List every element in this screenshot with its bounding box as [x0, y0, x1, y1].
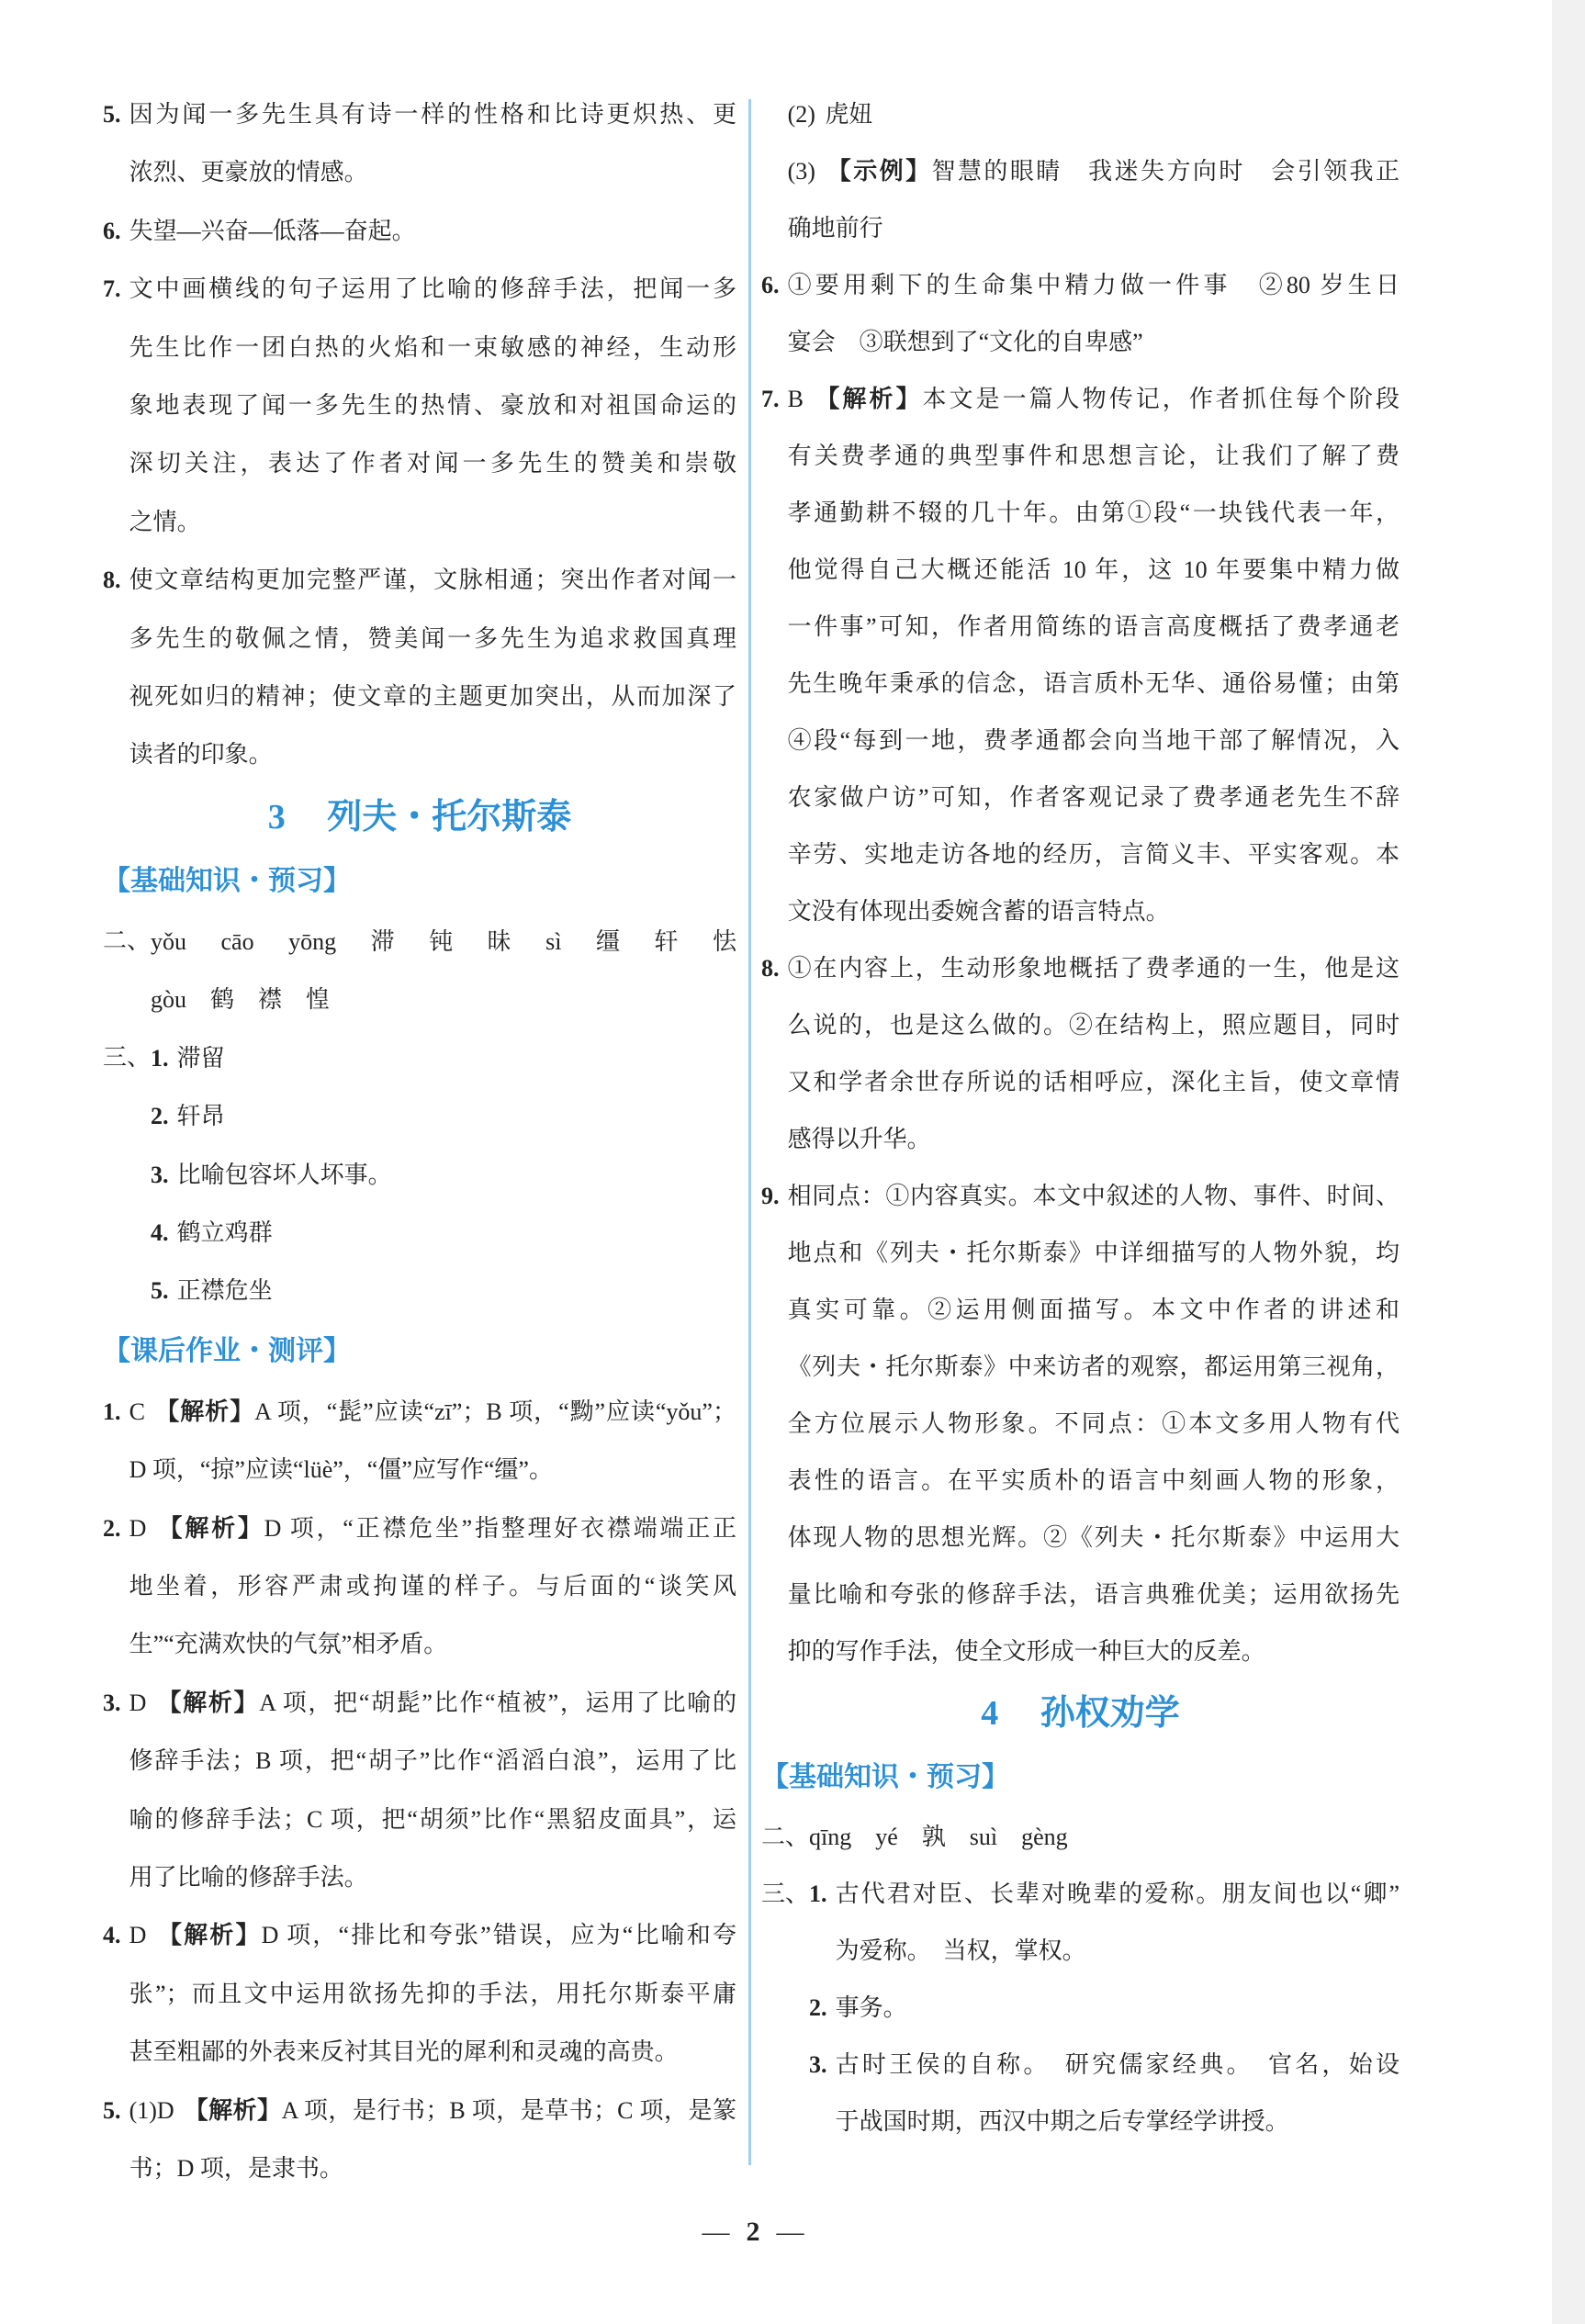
answer-group: [103, 1029, 736, 1320]
answer-number: 2.: [151, 1103, 169, 1130]
answer-text: 事务。: [835, 1994, 907, 2021]
answer-text: qīng yé 孰 suì gèng: [809, 1824, 1068, 1850]
answer-text: 孝通勤耕不辍的几十年。由第①段“一块钱代表一年，: [787, 500, 1400, 526]
answer-line: [129, 493, 736, 551]
answer-body: [151, 913, 736, 1029]
answer-number: 二、: [761, 1824, 810, 1851]
answer-body: [177, 1204, 736, 1262]
answer-text: yǒu cāo yōng 滞 钝 昧 sì 缰 轩 怯: [151, 927, 736, 955]
answer-number: 1.: [103, 1398, 121, 1425]
answer-text: 文中画横线的句子运用了比喻的修辞手法，把闻一多: [129, 275, 736, 303]
answer-body: [788, 143, 1400, 257]
answer-text: 有关费孝通的典型事件和思想言论，让我们了解了费: [787, 443, 1400, 469]
answer-line: [788, 1453, 1400, 1510]
answer-text: 深切关注，表达了作者对闻一多先生的赞美和崇敬: [129, 450, 736, 477]
answer-line: [788, 371, 1400, 428]
answer-body: [177, 1146, 736, 1204]
answer-line: [788, 997, 1400, 1054]
answer-body: [788, 257, 1400, 371]
answer-item: [103, 260, 736, 551]
answer-body: [129, 2082, 736, 2198]
answer-text: 使文章结构更加完整严谨，文脉相通；突出作者对闻一: [129, 567, 736, 594]
answer-choice: D: [129, 1514, 147, 1542]
answer-line: [177, 1087, 736, 1145]
answer-body: [836, 1866, 1400, 1980]
answer-text: 古代君对臣、长辈对晚辈的爱称。朋友间也以“卿”: [835, 1881, 1400, 1907]
answer-line: [129, 1732, 736, 1790]
answer-line: [788, 883, 1400, 940]
answer-text: 生”“充满欢快的气氛”相矛盾。: [129, 1631, 448, 1658]
answer-number: 6.: [103, 217, 121, 244]
answer-line: [836, 1866, 1400, 1923]
answer-number: 9.: [761, 1183, 780, 1209]
answer-choice: (1)D: [129, 2096, 174, 2124]
answer-line: [788, 599, 1400, 656]
answer-line: [177, 1262, 736, 1319]
answer-body: [129, 85, 736, 202]
answer-body: [788, 86, 1400, 143]
answer-number: 2.: [809, 1994, 827, 2021]
answer-line: [177, 1146, 736, 1204]
answer-text: 先生比作一团白热的火焰和一束敏感的神经，生动形: [129, 333, 736, 361]
answer-item: [151, 1087, 736, 1145]
answer-line: [129, 1906, 736, 1964]
answer-body: [129, 260, 736, 551]
answer-body: [788, 1168, 1400, 1680]
section-heading: 【基础知识・预习】: [103, 864, 351, 897]
answer-text: 抑的写作手法，使全文形成一种巨大的反差。: [787, 1638, 1265, 1665]
column-divider: [748, 99, 751, 2165]
answer-number: 5.: [151, 1277, 169, 1305]
group-number: 三、: [103, 1043, 152, 1072]
answer-line: [788, 769, 1400, 826]
answer-number: 二、: [103, 926, 152, 955]
answer-line: [129, 1674, 736, 1732]
answer-text: A 项，是行书；B 项，是草书；C 项，是篆: [281, 2096, 736, 2124]
answer-item: [761, 1809, 1400, 1866]
answer-text: 么说的，也是这么做的。②在结构上，照应题目，同时: [787, 1012, 1400, 1039]
answer-choice: (2): [787, 101, 815, 128]
lesson-title: [761, 1680, 1400, 1746]
answer-text: 浓烈、更豪放的情感。: [129, 159, 368, 186]
answer-number: 1.: [809, 1881, 827, 1907]
answer-text: 古时王侯的自称。 研究儒家经典。 官名，始设: [835, 2051, 1400, 2078]
answer-line: [788, 1396, 1400, 1453]
answer-line: [788, 1339, 1400, 1396]
analysis-tag: 【示例】: [825, 158, 932, 185]
answer-text: 象地表现了闻一多先生的热情、豪放和对祖国命运的: [129, 392, 736, 420]
lesson-title: [103, 784, 736, 850]
answer-line: [129, 1557, 736, 1615]
answer-text: 他觉得自己大概还能活 10 年，这 10 年要集中精力做: [787, 556, 1400, 583]
lesson-number: 4: [981, 1694, 999, 1733]
answer-number: 3.: [809, 2051, 827, 2078]
answer-line: [788, 1623, 1400, 1680]
answer-line: [836, 2094, 1400, 2150]
answer-text: 《列夫・托尔斯泰》中来访者的观察，都运用第三视角，: [787, 1353, 1400, 1380]
answer-body: [177, 1029, 736, 1087]
answer-line: [129, 434, 736, 492]
answer-line: [836, 2037, 1400, 2094]
answer-item: [103, 85, 736, 202]
left-column: [103, 85, 736, 2197]
answer-number: 7.: [103, 275, 121, 303]
answer-text: ①要用剩下的生命集中精力做一件事 ②80 岁生日: [787, 272, 1400, 298]
section-heading: 【基础知识・预习】: [761, 1761, 1009, 1793]
answer-line: [129, 85, 736, 143]
answer-item: [103, 1499, 736, 1674]
answer-line: [788, 1168, 1400, 1225]
answer-line: [788, 314, 1400, 371]
answer-number: 2.: [103, 1514, 121, 1542]
answer-line: [129, 1499, 736, 1557]
answer-line: [788, 485, 1400, 542]
answer-text: 宴会 ③联想到了“文化的自卑感”: [787, 329, 1143, 355]
analysis-tag: 【解析】: [155, 1514, 264, 1542]
answer-text: 真实可靠。②运用侧面描写。本文中作者的讲述和: [787, 1297, 1400, 1323]
answer-item: [151, 1262, 736, 1319]
lesson-number: 3: [267, 797, 286, 836]
answer-choice: (3): [787, 158, 815, 185]
answer-number: 5.: [103, 101, 121, 128]
answer-choice: C: [129, 1398, 145, 1425]
answer-line: [836, 1980, 1400, 2037]
answer-item: [761, 257, 1400, 371]
answer-number: 3.: [103, 1689, 121, 1716]
answer-line: [788, 713, 1400, 769]
answer-text: 比喻包容坏人坏事。: [176, 1161, 392, 1188]
answer-body: [129, 202, 736, 260]
answer-text: 虎妞: [825, 101, 873, 128]
answer-text: ①在内容上，生动形象地概括了费孝通的一生，他是这: [787, 955, 1400, 982]
answer-item: [103, 1906, 736, 2081]
answer-line: [788, 428, 1400, 485]
answer-line: [129, 551, 736, 609]
answer-item: [103, 1674, 736, 1907]
answer-text: 书；D 项，是隶书。: [129, 2155, 343, 2182]
answer-line: [788, 1510, 1400, 1566]
answer-line: [177, 1029, 736, 1087]
answer-body: [788, 940, 1400, 1168]
answer-line: [788, 257, 1400, 314]
answer-number: 3.: [151, 1161, 169, 1188]
answer-body: [129, 1674, 736, 1907]
answer-item: [809, 1866, 1400, 1980]
answer-text: 用了比喻的修辞手法。: [129, 1863, 368, 1891]
answer-number: 8.: [761, 955, 780, 982]
answer-text: 本文是一篇人物传记，作者抓住每个阶段: [922, 386, 1400, 412]
page-edge: [1552, 0, 1585, 2324]
answer-text: 修辞手法；B 项，把“胡子”比作“滔滔白浪”，运用了比: [129, 1747, 736, 1775]
answer-choice: D: [129, 1689, 147, 1716]
answer-text: 因为闻一多先生具有诗一样的性格和比诗更炽热、更: [129, 101, 736, 128]
answer-body: [129, 551, 736, 784]
answer-line: [129, 1441, 736, 1499]
right-column: [761, 86, 1400, 2150]
answer-text: 喻的修辞手法；C 项，把“胡须”比作“黑貂皮面具”，运: [129, 1805, 736, 1833]
answer-text: 轩昂: [176, 1103, 225, 1130]
answer-line: [788, 826, 1400, 883]
answer-text: 正襟危坐: [176, 1277, 273, 1305]
answer-text: 确地前行: [787, 215, 883, 241]
answer-line: [129, 725, 736, 783]
answer-line: [129, 202, 736, 260]
answer-number: 6.: [761, 272, 780, 298]
answer-line: [809, 1809, 1400, 1866]
answer-group: [761, 1866, 1400, 2150]
page-number-dash-right: —: [776, 2217, 804, 2247]
answer-line: [788, 143, 1400, 200]
answer-line: [129, 1383, 736, 1441]
analysis-tag: 【解析】: [154, 1398, 255, 1425]
answer-text: 为爱称。 当权，掌权。: [835, 1937, 1086, 1964]
answer-line: [129, 1848, 736, 1906]
answer-text: 滞留: [176, 1044, 225, 1072]
analysis-tag: 【解析】: [184, 2096, 282, 2124]
answer-line: [788, 200, 1400, 257]
answer-text: gòu 鹤 襟 惶: [151, 986, 331, 1014]
answer-text: 于战国时期，西汉中期之后专掌经学讲授。: [835, 2108, 1289, 2135]
answer-item: [761, 940, 1400, 1168]
answer-line: [788, 1566, 1400, 1623]
answer-line: [788, 86, 1400, 143]
answer-line: [129, 2139, 736, 2197]
answer-text: 农家做户访”可知，作者客观记录了费孝通老先生不辞: [787, 784, 1400, 811]
answer-text: 之情。: [129, 508, 201, 535]
answer-body: [836, 1980, 1400, 2037]
answer-number: 4.: [151, 1218, 169, 1246]
answer-item: [151, 1146, 736, 1204]
answer-text: 先生晚年秉承的信念，语言质朴无华、通俗易懂；由第: [787, 670, 1400, 697]
answer-body: [809, 1809, 1400, 1866]
answer-item: [761, 371, 1400, 940]
answer-line: [788, 1111, 1400, 1168]
answer-group-body: [809, 1866, 1400, 2150]
answer-line: [129, 2082, 736, 2139]
answer-text: 张”；而且文中运用欲扬先抑的手法，用托尔斯泰平庸: [129, 1980, 736, 2007]
answer-line: [129, 1615, 736, 1673]
answer-line: [788, 656, 1400, 713]
lesson-name: 孙权劝学: [1040, 1694, 1180, 1733]
answer-text: A 项，把“胡髭”比作“植被”，运用了比喻的: [259, 1689, 736, 1716]
analysis-tag: 【解析】: [813, 386, 923, 412]
group-number: 三、: [761, 1881, 810, 1908]
answer-text: D 项，“排比和夸张”错误，应为“比喻和夸: [261, 1922, 736, 1949]
answer-group-body: [151, 1029, 736, 1320]
answer-item: [103, 1383, 736, 1499]
answer-item: [103, 2082, 736, 2198]
answer-choice: B: [787, 386, 804, 412]
answer-item: [761, 86, 1400, 143]
answer-line: [129, 668, 736, 725]
answer-item: [151, 1029, 736, 1087]
answer-text: 辛劳、实地走访各地的经历，言简义丰、平实客观。本: [787, 841, 1400, 868]
answer-body: [177, 1087, 736, 1145]
answer-line: [788, 1225, 1400, 1282]
answer-line: [788, 542, 1400, 599]
answer-line: [129, 1791, 736, 1848]
answer-body: [129, 1499, 736, 1674]
answer-text: A 项，“髭”应读“zī”；B 项，“黝”应读“yǒu”；: [254, 1398, 736, 1425]
lesson-name: 列夫・托尔斯泰: [327, 797, 572, 836]
answer-text: 感得以升华。: [787, 1126, 931, 1152]
answer-text: 读者的印象。: [129, 741, 273, 769]
answer-text: 文没有体现出委婉含蓄的语言特点。: [787, 898, 1170, 925]
answer-text: D 项，“正襟危坐”指整理好衣襟端端正正: [264, 1514, 736, 1542]
section-heading: 【课后作业・测评】: [103, 1334, 351, 1367]
answer-text: ④段“每到一地，费孝通都会向当地干部了解情况，入: [787, 727, 1400, 754]
answer-text: 又和学者余世存所说的话相呼应，深化主旨，使文章情: [787, 1069, 1400, 1095]
analysis-tag: 【解析】: [155, 1922, 262, 1949]
answer-text: 鹤立鸡群: [176, 1218, 273, 1246]
answer-body: [177, 1262, 736, 1319]
page-number: [0, 2209, 1506, 2255]
answer-text: 表性的语言。在平实质朴的语言中刻画人物的形象，: [787, 1467, 1400, 1494]
answer-item: [103, 913, 736, 1029]
answer-line: [836, 1923, 1400, 1980]
answer-item: [809, 1980, 1400, 2037]
analysis-tag: 【解析】: [155, 1689, 260, 1716]
answer-body: [129, 1383, 736, 1499]
answer-item: [103, 551, 736, 784]
answer-line: [129, 319, 736, 376]
page-number-value: 2: [746, 2217, 760, 2247]
answer-text: 一件事”可知，作者用简练的语言高度概括了费孝通老: [787, 613, 1400, 640]
answer-item: [103, 202, 736, 260]
answer-line: [129, 260, 736, 318]
answer-item: [761, 1168, 1400, 1680]
answer-text: 地坐着，形容严肃或拘谨的样子。与后面的“谈笑风: [129, 1572, 736, 1600]
answer-text: 甚至粗鄙的外表来反衬其目光的犀利和灵魂的高贵。: [129, 2038, 679, 2066]
answer-number: 1.: [151, 1044, 169, 1072]
answer-text: 全方位展示人物形象。不同点：①本文多用人物有代: [787, 1410, 1400, 1437]
answer-text: 相同点：①内容真实。本文中叙述的人物、事件、时间、: [787, 1183, 1400, 1209]
answer-text: 量比喻和夸张的修辞手法，语言典雅优美；运用欲扬先: [787, 1581, 1400, 1608]
answer-number: 4.: [103, 1922, 121, 1949]
answer-item: [761, 143, 1400, 257]
answer-line: [129, 376, 736, 434]
answer-line: [151, 971, 736, 1028]
answer-body: [788, 371, 1400, 940]
answer-text: 视死如归的精神；使文章的主题更加突出，从而加深了: [129, 683, 736, 711]
answer-line: [788, 1054, 1400, 1111]
answer-line: [129, 143, 736, 201]
answer-line: [788, 1282, 1400, 1339]
answer-line: [129, 2023, 736, 2081]
answer-text: 失望—兴奋—低落—奋起。: [129, 217, 416, 244]
answer-line: [788, 940, 1400, 997]
answer-item: [151, 1204, 736, 1262]
answer-text: D 项，“掠”应读“lüè”，“僵”应写作“缰”。: [129, 1456, 553, 1484]
answer-body: [129, 1906, 736, 2081]
answer-number: 5.: [103, 2096, 121, 2124]
answer-text: 多先生的敬佩之情，赞美闻一多先生为追求救国真理: [129, 624, 736, 652]
answer-number: 7.: [761, 386, 780, 412]
answer-line: [177, 1204, 736, 1262]
answer-text: 地点和《列夫・托尔斯泰》中详细描写的人物外貌，均: [787, 1240, 1400, 1266]
answer-number: 8.: [103, 567, 121, 594]
answer-body: [836, 2037, 1400, 2150]
answer-text: 智慧的眼睛 我迷失方向时 会引领我正: [931, 158, 1400, 185]
answer-line: [129, 610, 736, 668]
answer-line: [151, 913, 736, 971]
page-number-dash-left: —: [702, 2217, 730, 2247]
answer-item: [809, 2037, 1400, 2150]
answer-choice: D: [129, 1922, 147, 1949]
answer-text: 体现人物的思想光辉。②《列夫・托尔斯泰》中运用大: [787, 1524, 1400, 1551]
answer-line: [129, 1965, 736, 2023]
